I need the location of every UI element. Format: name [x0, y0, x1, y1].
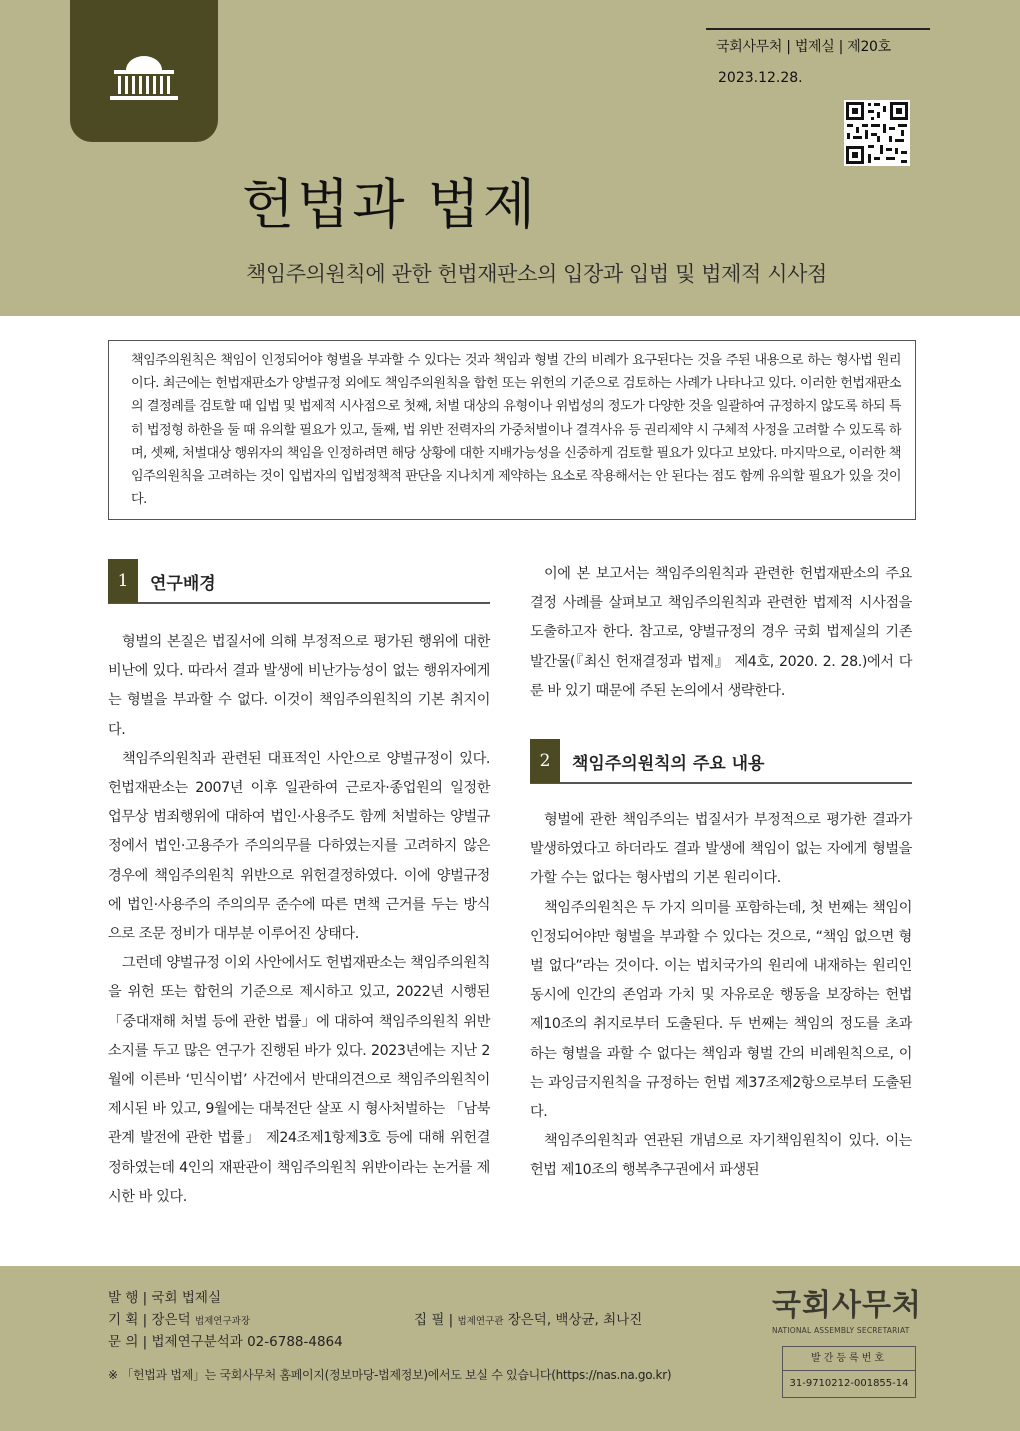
- left-column: [108, 560, 490, 1212]
- paragraph: 형벌의 본질은 법질서에 의해 부정적으로 평가된 행위에 대한 비난에 있다. 따라서 결과 발생에 비난가능성이 없는 행위자에게는 형벌을 부과할 수 없다. 이것이 책임주의원칙의 기본 취지이다.: [108, 634, 490, 738]
- section-2-body: [530, 806, 912, 1186]
- abstract-text: 책임주의원칙은 책임이 인정되어야 형벌을 부과할 수 있다는 것과 책임과 형벌 간의 비례가 요구된다는 것을 주된 내용으로 하는 형사법 원리이다. 최근에는 헌법재판소가 양벌규정 외에도 책임주의원칙을 합헌 또는 위헌의 기준으로 검토하는 사례가 나타나고 있다. 이러한 헌법재판소의 결정례를 검토할 때 입법 및 법제적 시사점으로 첫째, 처벌 대상의 유형이나 위법성의 정도가 다양한 것을 일괄하여 규정하지 않도록 하되 특히 법정형 하한을 둘 때 유의할 필요가 있고, 둘째, 법 위반 전력자의 가중처벌이나 결격사유 등 권리제약 시 구체적 사정을 고려할 수 있도록 하며, 셋째, 처벌대상 행위자의 책임을 인정하려면 해당 상황에 대한 지배가능성을 신중하게 검토할 필요가 있다고 보았다. 마지막으로, 이러한 책임주의원칙을 고려하는 것이 입법자의 입법정책적 판단을 지나치게 제약하는 요소로 작용해서는 안 된다는 점도 함께 유의할 필요가 있을 것이다.: [131, 353, 901, 508]
- publisher: 국회 법제실: [151, 1290, 222, 1306]
- brand-logo: [772, 1280, 922, 1335]
- publisher-row: 발 행 | 국회 법제실: [108, 1290, 222, 1306]
- registration-label: 발간등록번호: [783, 1347, 915, 1371]
- footer-note: ※ 「헌법과 법제」는 국회사무처 홈페이지(정보마당-법제정보)에서도 보실 수 있습니다(https://nas.na.go.kr): [108, 1368, 672, 1382]
- issue-info: 국회사무처 | 법제실 | 제20호: [716, 39, 891, 55]
- paragraph: 이에 본 보고서는 책임주의원칙과 관련한 헌법재판소의 주요 결정 사례를 살펴보고 책임주의원칙과 관련한 법제적 시사점을 도출하고자 한다. 참고로, 양벌규정의 경우 국회 법제실의 기존 발간물(『최신 헌재결정과 법제』 제4호, 2020. 2. 28.)에서 다룬 바 있기 때문에 주된 논의에서 생략한다.: [530, 566, 912, 699]
- section-1-heading: [108, 560, 490, 604]
- issue-date: 2023.12.28.: [718, 70, 803, 86]
- writer-row: 집 필 | 법제연구관 장은덕, 백상균, 최나진: [414, 1312, 643, 1328]
- section-2-heading: [530, 740, 912, 784]
- planner-row: 기 획 | 장은덕 법제연구과장: [108, 1312, 250, 1328]
- abstract-box: [108, 340, 916, 520]
- paragraph: 책임주의원칙과 관련된 대표적인 사안으로 양벌규정이 있다. 헌법재판소는 2007년 이후 일관하여 근로자·종업원의 일정한 업무상 범죄행위에 대하여 법인·사용주도 함께 처벌하는 양벌규정에서 법인·고용주가 주의의무를 다하였는지를 고려하지 않은 경우에 책임주의원칙 위반으로 위헌결정하였다. 이에 양벌규정에 법인·사용주의 주의의무 준수에 따른 면책 근거를 두는 방식으로 조문 정비가 대부분 이루어진 상태다.: [108, 750, 490, 943]
- registration-number: 31-9710212-001855-14: [789, 1378, 909, 1389]
- writers: 장은덕, 백상균, 최나진: [507, 1312, 643, 1328]
- page-title: 헌법과 법제: [242, 173, 538, 236]
- planner-name: 장은덕: [151, 1312, 191, 1328]
- paragraph: 책임주의원칙은 두 가지 의미를 포함하는데, 첫 번째는 책임이 인정되어야만 형벌을 부과할 수 있다는 것으로, “책임 없으면 형벌 없다”라는 것이다. 이는 법치국가의 원리에 내재하는 원리인 동시에 인간의 존엄과 가치 및 자유로운 행동을 보장하는 헌법 제10조의 취지로부터 도출된다. 두 번째는 책임의 정도를 초과하는 형벌을 과할 수 없다는 책임과 형벌 간의 비례원칙으로, 이는 과잉금지원칙을 규정하는 헌법 제37조제2항으로부터 도출된다.: [530, 899, 912, 1121]
- publisher-label: 발 행: [108, 1290, 139, 1306]
- paragraph: 형벌에 관한 책임주의는 법질서가 부정적으로 평가한 결과가 발생하였다고 하더라도 결과 발생에 책임이 없는 자에게 형벌을 가할 수는 없다는 형사법의 기본 원리이다.: [530, 812, 912, 887]
- footer: [0, 1266, 1020, 1431]
- paragraph: 그런데 양벌규정 이외 사안에서도 헌법재판소는 책임주의원칙을 위헌 또는 합헌의 기준으로 제시하고 있고, 2022년 시행된 「중대재해 처벌 등에 관한 법률」에 대하여 책임주의원칙 위반 소지를 두고 많은 연구가 진행된 바가 있다. 2023년에는 지난 2월에 이른바 ‘민식이법’ 사건에서 반대의견으로 책임주의원칙이 제시된 바 있고, 9월에는 대북전단 살포 시 형사처벌하는 「남북관계 발전에 관한 법률」 제24조제1항제3호 등에 대해 위헌결정하였는데 4인의 재판관이 책임주의원칙 위반이라는 논거를 제시한 바 있다.: [108, 955, 490, 1205]
- registration-box: [782, 1346, 916, 1398]
- brand-name-ko: 국회사무처: [772, 1288, 922, 1323]
- issue-meta: [706, 28, 930, 86]
- national-assembly-building-icon: [106, 48, 182, 104]
- qr-code[interactable]: [844, 100, 910, 166]
- planner-label: 기 획: [108, 1312, 139, 1328]
- section-1-title: 연구배경: [150, 573, 216, 594]
- writer-title: 법제연구관: [457, 1316, 504, 1327]
- intro-body: [530, 560, 912, 706]
- section-1-body: [108, 628, 490, 1212]
- page-subtitle: 책임주의원칙에 관한 헌법재판소의 입장과 입법 및 법제적 시사점: [246, 262, 827, 286]
- contact-row: 문 의 | 법제연구분석과 02-6788-4864: [108, 1334, 343, 1350]
- section-2-number: 2: [530, 739, 560, 783]
- section-1-number: 1: [108, 559, 138, 603]
- right-column: [530, 560, 912, 1186]
- planner-title: 법제연구과장: [194, 1316, 250, 1327]
- writer-label: 집 필: [414, 1312, 445, 1328]
- paragraph: 책임주의원칙과 연관된 개념으로 자기책임원칙이 있다. 이는 헌법 제10조의 행복추구권에서 파생된: [530, 1133, 912, 1179]
- logo-tab: [70, 0, 218, 142]
- contact: 법제연구분석과 02-6788-4864: [151, 1334, 343, 1350]
- contact-label: 문 의: [108, 1334, 139, 1350]
- section-2-title: 책임주의원칙의 주요 내용: [572, 753, 765, 774]
- header-banner: [0, 0, 1020, 316]
- brand-name-en: NATIONAL ASSEMBLY SECRETARIAT: [772, 1326, 910, 1335]
